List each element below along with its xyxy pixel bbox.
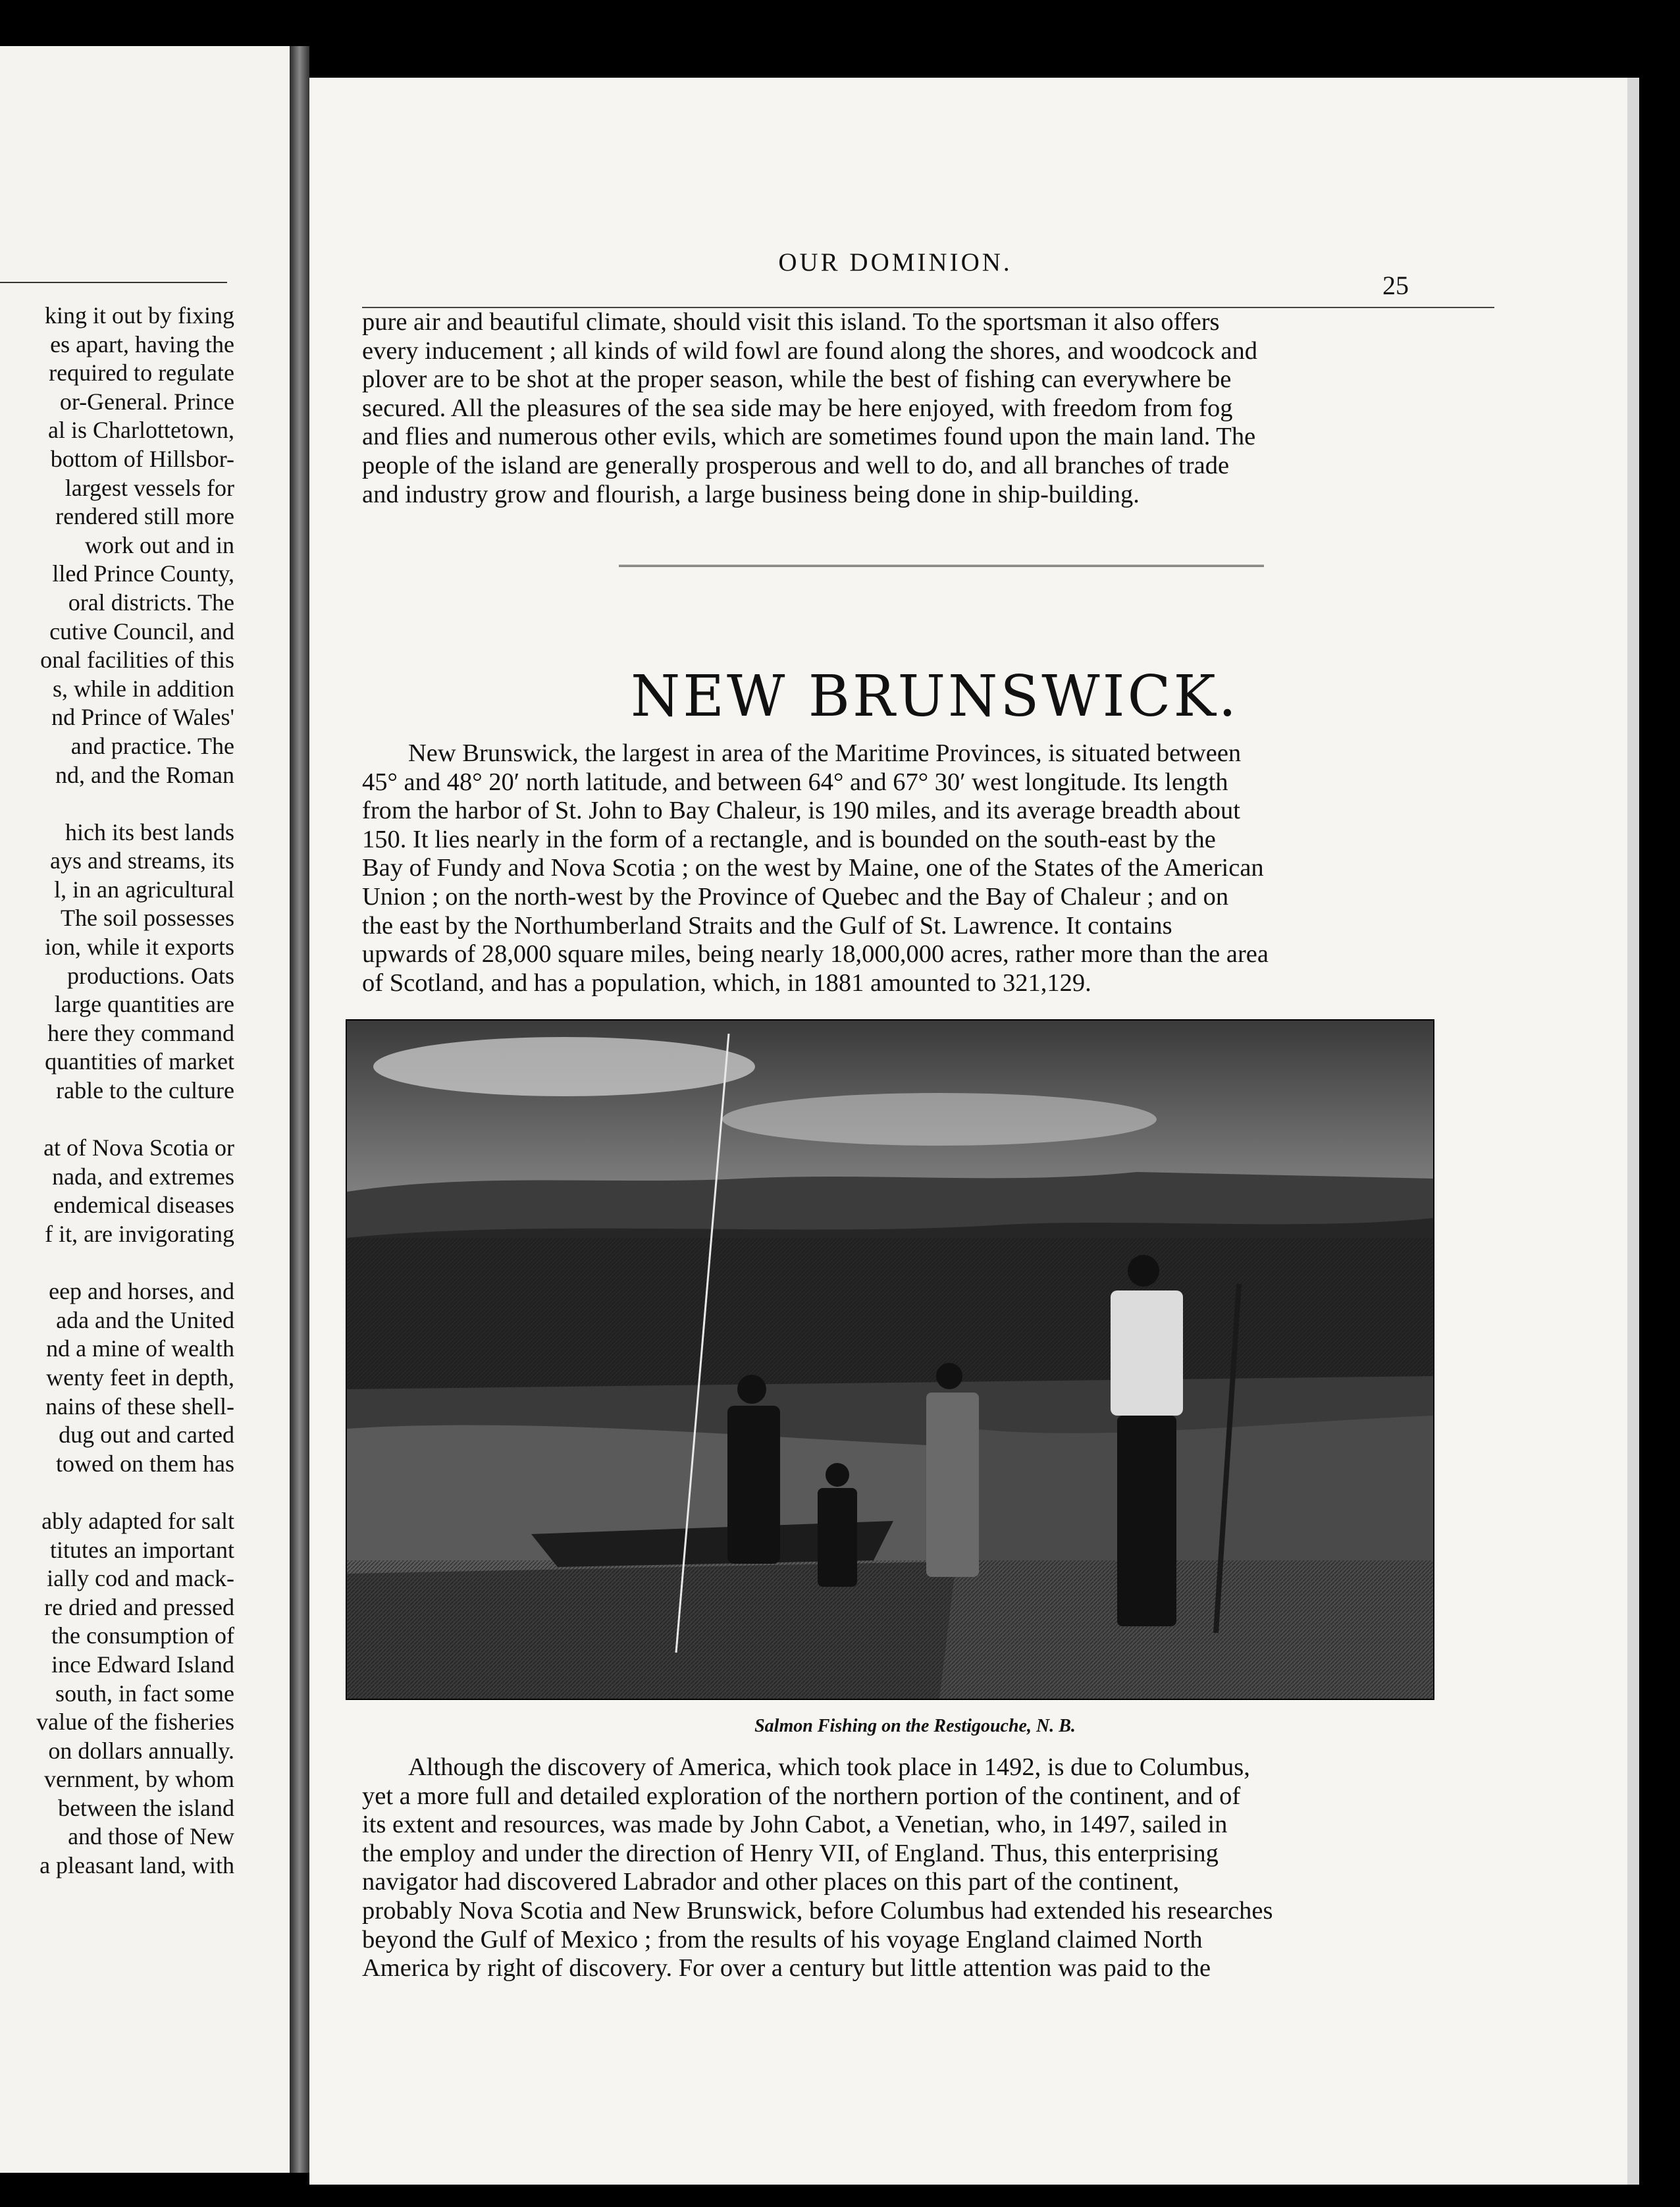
left-page-line: a pleasant land, with <box>39 1852 234 1879</box>
running-head: OUR DOMINION. <box>778 248 1012 277</box>
left-page-rule <box>0 282 227 283</box>
section-title: NEW BRUNSWICK. <box>630 664 1240 730</box>
left-facing-page <box>0 46 290 2173</box>
paragraph-new-brunswick-intro <box>362 739 1494 997</box>
left-page-line <box>0 1478 234 1507</box>
illustration-caption: Salmon Fishing on the Restigouche, N. B. <box>754 1716 1076 1736</box>
left-page-line: and practice. The <box>70 732 234 759</box>
paragraph-3-line: yet a more full and detailed exploration of the northern portion of the continent, and of <box>362 1782 1241 1810</box>
salmon-fishing-engraving <box>346 1019 1434 1700</box>
left-page-line: nd, and the Roman <box>55 761 234 788</box>
paragraph-2-line: the east by the Northumberland Straits and the Gulf of St. Lawrence. It contains <box>362 911 1172 940</box>
left-page-line: or-General. Prince <box>59 388 234 415</box>
engraving-image <box>347 1021 1433 1699</box>
paragraph-3-line: beyond the Gulf of Mexico ; from the results of his voyage England claimed North <box>362 1925 1203 1954</box>
left-page-line: f it, are invigorating <box>45 1221 234 1247</box>
left-page-line: hich its best lands <box>65 818 234 845</box>
left-page-line: south, in fact some <box>55 1680 234 1707</box>
left-page-line: wenty feet in depth, <box>46 1364 234 1391</box>
left-page-line: towed on them has <box>56 1450 234 1477</box>
left-page-line: dug out and carted <box>59 1422 234 1449</box>
left-page-line: required to regulate <box>49 359 234 386</box>
paragraph-3-line: Although the discovery of America, which took place in 1492, is due to Columbus, <box>408 1753 1250 1781</box>
left-page-line: lled Prince County, <box>52 560 234 587</box>
paragraph-1-line: people of the island are generally prosperous and well to do, and all branches of trade <box>362 451 1230 479</box>
left-page-line: l, in an agricultural <box>54 876 234 903</box>
left-page-line <box>0 1105 234 1134</box>
paragraph-2-line: New Brunswick, the largest in area of the Maritime Provinces, is situated between <box>408 739 1242 767</box>
paragraph-2-line: of Scotland, and has a population, which, in 1881 amounted to 321,129. <box>362 969 1091 997</box>
paragraph-1-line: every inducement ; all kinds of wild fowl are found along the shores, and woodcock and <box>362 336 1257 365</box>
left-page-line: nd Prince of Wales' <box>51 704 234 731</box>
paragraph-2-line: Union ; on the north-west by the Province of Quebec and the Bay of Chaleur ; and on <box>362 882 1229 911</box>
left-page-line: es apart, having the <box>50 331 234 358</box>
paragraph-2-line: upwards of 28,000 square miles, being nearly 18,000,000 acres, rather more than the area <box>362 940 1269 969</box>
left-page-line: The soil possesses <box>61 905 234 932</box>
paragraph-3-line: its extent and resources, was made by John Cabot, a Venetian, who, in 1497, sailed in <box>362 1811 1228 1839</box>
left-page-line: the consumption of <box>51 1622 234 1649</box>
left-page-line: ince Edward Island <box>51 1651 234 1678</box>
paragraph-3-line: probably Nova Scotia and New Brunswick, before Columbus had extended his researches <box>362 1896 1273 1925</box>
left-page-line: onal facilities of this <box>40 647 234 674</box>
left-page-line: rendered still more <box>55 503 234 530</box>
left-page-line <box>0 1249 234 1278</box>
left-page-line: ially cod and mack- <box>47 1565 234 1592</box>
left-page-line: al is Charlottetown, <box>48 417 234 444</box>
left-page-line: largest vessels for <box>65 474 234 501</box>
paragraph-1-line: and industry grow and flourish, a large business being done in ship-building. <box>362 480 1140 508</box>
left-page-line: productions. Oats <box>67 962 234 989</box>
paragraph-3-line: navigator had discovered Labrador and other places on this part of the continent, <box>362 1868 1180 1896</box>
left-page-line: king it out by fixing <box>45 302 234 329</box>
paragraph-1-line: plover are to be shot at the proper season, while the best of fishing can everywhere be <box>362 365 1232 394</box>
left-page-line: here they command <box>47 1019 234 1046</box>
paragraph-2-line: 45° and 48° 20′ north latitude, and between 64° and 67° 30′ west longitude. Its length <box>362 768 1228 796</box>
left-page-line: rable to the culture <box>56 1077 234 1104</box>
left-page-line: nd a mine of wealth <box>46 1335 234 1362</box>
left-page-line: cutive Council, and <box>49 618 234 645</box>
left-page-line: endemical diseases <box>53 1192 234 1219</box>
left-page-line: ably adapted for salt <box>41 1507 234 1534</box>
section-divider <box>619 565 1264 567</box>
paragraph-1-line: secured. All the pleasures of the sea side may be here enjoyed, with freedom from fog <box>362 394 1233 422</box>
left-page-line: nada, and extremes <box>52 1163 234 1190</box>
left-page-line: titutes an important <box>50 1536 234 1563</box>
page-number: 25 <box>1382 271 1409 300</box>
left-page-line: ion, while it exports <box>45 934 234 961</box>
paragraph-3-line: the employ and under the direction of Henry VII, of England. Thus, this enterprising <box>362 1839 1219 1867</box>
left-page-line: between the island <box>58 1794 234 1821</box>
paragraph-1-line: and flies and numerous other evils, which are sometimes found upon the main land. The <box>362 423 1256 451</box>
right-page <box>309 78 1639 2185</box>
left-page-line: ada and the United <box>56 1306 234 1333</box>
book-gutter <box>290 46 309 2173</box>
left-page-line: re dried and pressed <box>44 1593 234 1620</box>
left-page-line: and those of New <box>68 1823 234 1850</box>
paragraph-3-line: America by right of discovery. For over a century but little attention was paid to the <box>362 1954 1211 1982</box>
left-page-line: ays and streams, its <box>50 847 234 874</box>
paragraph-discovery-history <box>362 1753 1494 1983</box>
left-page-text <box>0 302 234 1880</box>
left-page-line <box>0 789 234 818</box>
left-page-line: at of Nova Scotia or <box>43 1134 234 1161</box>
left-page-line: nains of these shell- <box>45 1393 234 1420</box>
left-page-line: on dollars annually. <box>48 1737 234 1764</box>
left-page-line: work out and in <box>85 531 234 558</box>
left-page-line: large quantities are <box>54 991 234 1018</box>
left-page-line: value of the fisheries <box>36 1709 234 1736</box>
paragraph-1-line: pure air and beautiful climate, should visit this island. To the sportsman it also offers <box>362 308 1220 336</box>
left-page-line: vernment, by whom <box>44 1766 234 1793</box>
left-page-line: eep and horses, and <box>49 1278 234 1305</box>
left-page-line: oral districts. The <box>68 589 234 616</box>
left-page-line: bottom of Hillsbor- <box>50 445 234 472</box>
left-page-line: s, while in addition <box>53 675 234 702</box>
paragraph-2-line: from the harbor of St. John to Bay Chaleur, is 190 miles, and its average breadth about <box>362 797 1240 825</box>
paragraph-2-line: 150. It lies nearly in the form of a rectangle, and is bounded on the south-east by the <box>362 825 1216 853</box>
left-page-line: quantities of market <box>45 1048 234 1075</box>
paragraph-2-line: Bay of Fundy and Nova Scotia ; on the west by Maine, one of the States of the American <box>362 854 1264 882</box>
paragraph-prince-edward-island-end <box>362 308 1494 509</box>
